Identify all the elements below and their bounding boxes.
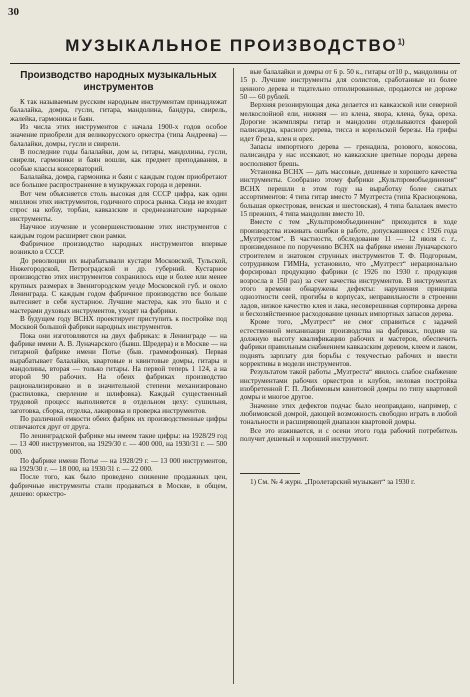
paragraph: До революции их вырабатывали кустари Московской, Тульской, Нижегородской, Петроградской и др. губерний. Кустарное производство этих инструментов сохранилось еще и более или менее крупных размерах в Звенигородском уезде Московской губ. и около Ленинграда. С каждым годом фабричное производство все больше вытесняет в себя кустарное. Лучшие мастера, как это было и с мастерами духовых инструментов, уходят на фабрики. — [10, 256, 227, 315]
paragraph: По ленинградской фабрике мы имеем такие цифры: на 1928/29 год — 13 400 инструментов, на 1929/30 г. — 400 000, на 1930/31 г. — 500 000. — [10, 431, 227, 457]
paragraph: В последние годы балалайки, дом ы, гитары, мандолины, гусли, свирели, гармоники и баян вошли, как предмет преподавания, в особые классы консерваторий. — [10, 148, 227, 173]
left-column-body — [10, 98, 227, 499]
footnote: 1) См. № 4 журн. „Пролетарский музыкант“ за 1930 г. — [250, 478, 416, 487]
paragraph: Вот чем объясняется столь высокая для СССР цифра, как один миллион этих инструментов, годичного спроса рынка. Сюда не входит спрос на кобзу, торбан, кавказские и среднеазиатские народные инструменты. — [10, 189, 227, 223]
paragraph: Балалайка, домра, гармоника и баян с каждым годом приобретают все большее распространение в музкружках города и деревни. — [10, 173, 227, 190]
footnote-rule — [240, 473, 300, 474]
paragraph: вые балалайки и домры от 6 р. 50 к., гитары от10 р., мандолины от 15 р. Лучшие инструменты для солистов, сработанные из более ценного дерева и тщательно отполированные, продаются не дороже 50 — 60 рублей. — [240, 68, 457, 102]
paragraph: Значение этих дефектов подчас было неоправдано, например, с любимовской домрой, дающей возможность свободно играть в любой тональности и расширяющей диапазон квартовой домры. — [240, 401, 457, 427]
right-column-body — [240, 68, 457, 443]
paragraph: В будущем году ВСНХ проектирует приступить к постройке под Москвой большой фабрики народных инструментов. — [10, 314, 227, 332]
paragraph: Научное изучение и усовершенствование этих инструментов с каждым годом расширяет свои рамки. — [10, 223, 227, 240]
paragraph: По различной емкости обеих фабрик их производственные цифры отличаются друг от друга. — [10, 415, 227, 432]
left-column — [10, 68, 227, 688]
paragraph: Кроме того, „Музтрест“ не смог справиться с задачей естественной механизации производства на фабриках, подняв на должную высоту квалификацию рабочих и мастеров, обеспечить фабрики правильным снабжением кавказским деревом, клеем и лаком, поднять зарплату для борьбы с текучестью рабочих и ввести коррективы в модели инструментов. — [240, 318, 457, 369]
paragraph: Установка ВСНХ — дать массовые, дешевые и хорошего качества инструменты. Сообразно этому фабрики „Культпромобъединения“ ВСНХ перешли в этом году на выработку более сжатых ассортиментов: 4 типа гитар вместо 7 Музтреста (типа Красноцекова, большая оркестровая, венская и шестовская), 4 типа балалаек вместо 15 прежних, 4 типа мандолин вместо 10. — [240, 168, 457, 218]
column-divider — [233, 68, 234, 684]
paragraph: Запасы импортного дерева — гренадила, розового, кокосова, палисандра у нас иссякают, но кавказские цветные породы дерева восполняют брешь. — [240, 143, 457, 168]
paragraph: После того, как было проведено снижение продажных цен, фабричные инструменты стали продаваться в Москве, в общем, дешево: оркестро- — [10, 473, 227, 499]
paragraph: По фабрике имени Потье — на 1928/29 г. — 13 000 инструментов, на 1929/30 г. — 18 000, на 1930/31 г. — 22 000. — [10, 456, 227, 474]
paragraph: Вместе с тем „Культпромобъединение“ приходится в ходе производства изживать ошибки в работе, допускавшиеся с 1926 года „Музтрестом“. В частности, обследование 11 — 12 июля с. г., произведенное по поручению ВСНХ на фабрике имени Луначарского строителем и знатоком струнных инструментов Т. Ф. Подгорным, сотрудником ГИМНа, установило, что „Музтрест“ нерационально форсировал продукцию фабрики (с 1926 по 1930 г. продукция возросла в 150 раз) за счет качества инструментов. В инструментах этого времени обнаружены дефекты: нарушения принципа одноэтности сеей, прогибы в корпусах, неправильности в строении ладов, низкое качество клея и лака, несоверешнная сортировка дерева и бесхозяйственное расходование ценных импортных запасов дерева. — [240, 218, 457, 318]
right-column — [240, 68, 457, 688]
paragraph: Из числа этих инструментов с начала 1900-х годов особое значение приобрели для великорусского оркестра (типа Андреева) — балалайки, домры, гусли и свирели. — [10, 123, 227, 148]
paragraph: К так называемым русским народным инструментам принадлежат балалайка, домра, гусли, гитара, мандолина, бандура, свирель, жалейка, гармоника и баян. — [10, 98, 227, 123]
page-number: 30 — [8, 6, 19, 18]
title-text: МУЗЫКАЛЬНОЕ ПРОИЗВОДСТВО — [65, 36, 398, 55]
title-rule — [10, 63, 460, 64]
paragraph: Верхняя резонирующая дека делается из кавказской или северной мелкослойной ели, нижняя — из клена, явора, клена, бука, ореха. Дорогие экземпляры гитар и мандолин отделываются фанерой палисандра, красного дерева, тисса и корельской березы. На грифы идет б'реза, клен и орех. — [240, 101, 457, 143]
section-subhead: Производство народных музыкальных инструментов — [20, 70, 217, 93]
paragraph: Все это изживается, и с осени этого года рабочий потребитель получит дешевый и хороший инструмент. — [240, 426, 457, 444]
paragraph: Фабричное производство народных инструментов впервые возникло в СССР. — [10, 239, 227, 257]
title-footnote-mark: 1) — [397, 37, 405, 47]
paragraph: Пока они изготовляются на двух фабриках: в Ленинграде — на фабрике имени А. В. Луначарского (бывш. Шредера) и в Москве — на гитарной фабрике имени Потье (быв. граммофонная). Первая вырабатывает балалайки, квартовые и квинтовые домры, гитары и мандолины, вторая — только гитары. На первой теперь 1 124, а на второй 90 рабочих. На обеих фабриках производство рационализировано и в значительной степени механизировано (распиловка, сверление и шлифовка). Каждый существенный трудовой процесс выполняется в отдельном цеху: сушильня, заготовка, сборка, отделка, лакировка и проверка инструментов. — [10, 331, 227, 415]
paragraph: Результатом такой работы „Музтреста“ явилось слабое снабжение инструментами рабочих оркестров и клубов, неловая постройка изобретенной Г. П. Любимовым квинтовой домры по типу квартовой домры и многое другое. — [240, 368, 457, 402]
page-title — [0, 36, 470, 56]
